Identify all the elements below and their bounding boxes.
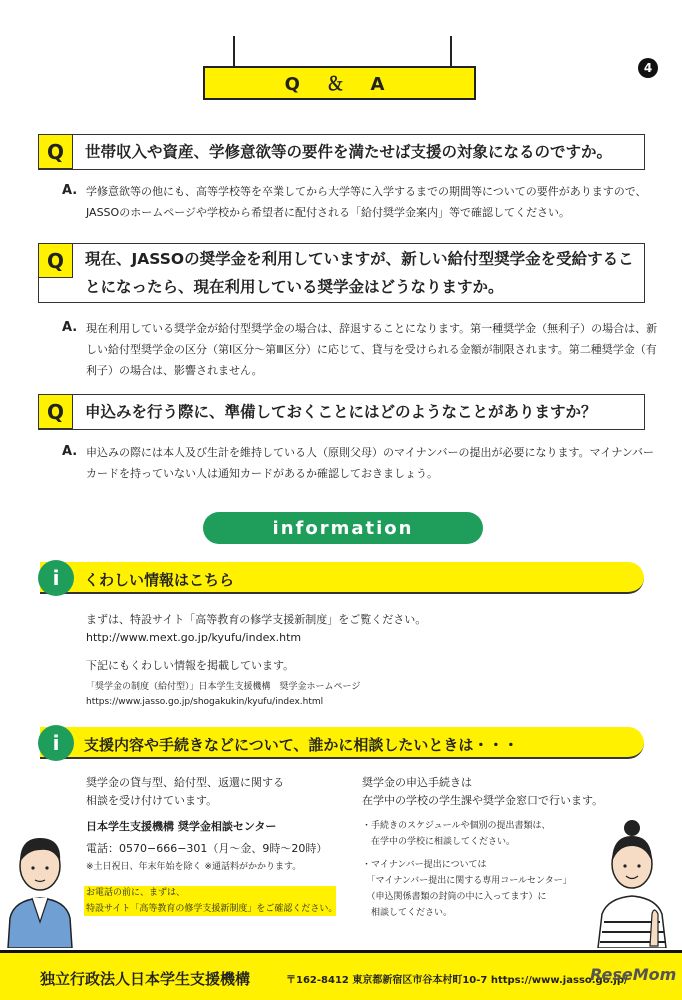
jasso-link[interactable]: https://www.jasso.go.jp/shogakukin/kyufu/index.html [86, 697, 324, 707]
info-icon: i [38, 560, 74, 596]
question-text: 申込みを行う際に、準備しておくことにはどのようなことがありますか？ [85, 403, 597, 421]
information-heading: information [203, 512, 483, 544]
q-label: Q [39, 135, 73, 169]
application-intro: 奨学金の申込手続きは 在学中の学校の学生課や奨学金窓口で行います。 [362, 776, 604, 807]
application-bullet-2: ・マイナンバー提出については 「マイナンバー提出に関する専用コールセンター」 （申込関係書類の封筒の中に入ってます）に 相談してください。 [362, 860, 572, 918]
mext-link[interactable]: http://www.mext.go.jp/kyufu/index.htm [86, 631, 302, 644]
a-label: A. [62, 183, 78, 198]
info-section-1-title: くわしい情報はこちら [84, 571, 235, 589]
answer-text: 学修意欲等の他にも、高等学校等を卒業してから大学等に入学するまでの期間等についての要件がありますので、JASSOのホームページや学校から希望者に配付される「給付奨学金案内」等で確認してください。 [86, 185, 647, 219]
answer-text: 現在利用している奨学金が給付型奨学金の場合は、辞退することになります。第一種奨学金（無利子）の場合は、新しい給付型奨学金の区分（第Ⅰ区分〜第Ⅲ区分）に応じて、貸与を受けられる金額が制限されます。第二種奨学金（有利子）の場合は、影響されません。 [86, 322, 658, 377]
question-text: 現在、JASSOの奨学金を利用していますが、新しい給付型奨学金を受給することになったら、現在利用している奨学金はどうなりますか。 [85, 250, 634, 296]
q-label: Q [39, 395, 73, 429]
question-box-1 [38, 134, 645, 170]
answer-3 [62, 442, 662, 484]
info-section-2-title: 支援内容や手続きなどについて、誰かに相談したいときは・・・ [84, 736, 519, 754]
man-illustration [6, 826, 74, 948]
question-text: 世帯収入や資産、学修意欲等の要件を満たせば支援の対象になるのですか。 [85, 143, 613, 161]
footer-org-name: 独立行政法人日本学生支援機構 [40, 970, 251, 988]
a-label: A. [62, 320, 78, 335]
page-title: Q ＆ A [203, 66, 476, 100]
a-label: A. [62, 444, 78, 459]
info-line-2: 下記にもくわしい情報を掲載しています。 [86, 659, 295, 672]
answer-1 [62, 181, 662, 223]
info-line-1: まずは、特設サイト「高等教育の修学支援新制度」をご覧ください。 [86, 613, 427, 626]
woman-illustration [594, 818, 670, 948]
phone-note: ※土日祝日、年末年始を除く ※通話料がかかります。 [86, 862, 302, 872]
consult-phone[interactable]: 電話：0570−666−301（月〜金、9時〜20時） [86, 842, 328, 855]
info-line-3: 「奨学金の制度（給付型）」日本学生支援機構 奨学金ホームページ [86, 682, 361, 692]
info-icon: i [38, 725, 74, 761]
answer-text: 申込みの際には本人及び生計を維持している人（原則父母）のマイナンバーの提出が必要になります。マイナンバーカードを持っていない人は通知カードがあるか確認しておきましょう。 [86, 446, 655, 480]
q-label: Q [39, 244, 73, 278]
consult-intro: 奨学金の貸与型、給付型、返還に関する 相談を受け付けています。 [86, 776, 284, 807]
footer-address: 〒162-8412 東京都新宿区市谷本村町10-7 https://www.jasso.go.jp/ [286, 975, 628, 986]
consult-center-name: 日本学生支援機構 奨学金相談センター [86, 820, 277, 833]
question-box-3 [38, 394, 645, 430]
page-number-badge: 4 [638, 58, 658, 78]
question-box-2 [38, 243, 645, 303]
banner-hanger-right [450, 36, 452, 68]
watermark-logo: ReseMom [590, 965, 677, 984]
application-bullet-1: ・手続きのスケジュールや個別の提出書類は、 在学中の学校に相談してください。 [362, 821, 551, 847]
answer-2 [62, 318, 662, 381]
banner-hanger-left [233, 36, 235, 68]
footer [0, 950, 682, 1000]
call-note: お電話の前に、まずは、 特設サイト「高等教育の修学支援新制度」をご確認ください。 [86, 888, 338, 914]
